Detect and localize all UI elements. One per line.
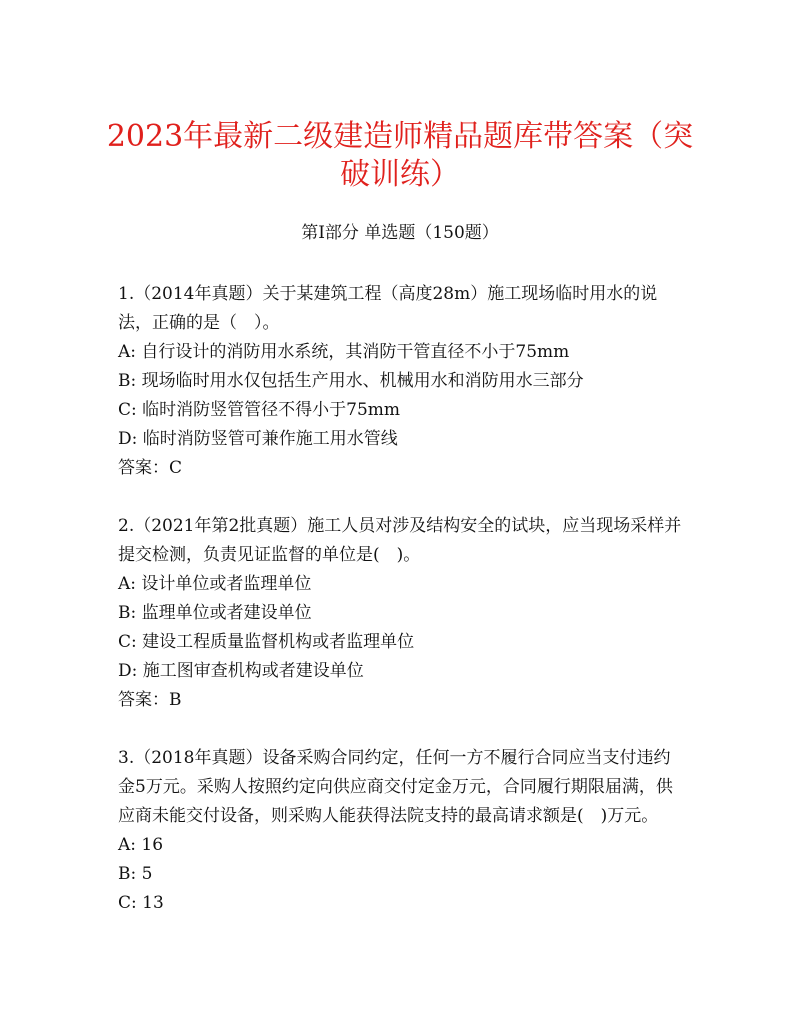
option-b: B: 监理单位或者建设单位: [118, 603, 312, 623]
option-d: D: 施工图审查机构或者建设单位: [118, 661, 364, 681]
option-c: C: 建设工程质量监督机构或者监理单位: [118, 632, 415, 652]
option-a: A: 设计单位或者监理单位: [118, 574, 312, 594]
question-item: [118, 280, 683, 483]
question-stem: 3.（2018年真题）设备采购合同约定，任何一方不履行合同应当支付违约金5万元。采购人按照约定向供应商交付定金万元，合同履行期限届满，供应商未能交付设备，则采购人能获得法院支持的最高请求额是( )万元。: [118, 748, 673, 826]
question-item: [118, 744, 683, 918]
question-stem: 1.（2014年真题）关于某建筑工程（高度28m）施工现场临时用水的说法，正确的是（ ）。: [118, 284, 658, 333]
answer-line: 答案：C: [118, 458, 183, 478]
option-c: C: 13: [118, 893, 164, 913]
option-d: D: 临时消防竖管可兼作施工用水管线: [118, 429, 398, 449]
option-c: C: 临时消防竖管管径不得小于75mm: [118, 400, 401, 420]
option-a: A: 16: [118, 835, 164, 855]
document-title: 2023年最新二级建造师精品题库带答案（突破训练）: [106, 119, 694, 192]
question-list: [118, 280, 683, 947]
option-a: A: 自行设计的消防用水系统，其消防干管直径不小于75mm: [118, 342, 570, 362]
answer-line: 答案：B: [118, 690, 182, 710]
option-b: B: 现场临时用水仅包括生产用水、机械用水和消防用水三部分: [118, 371, 584, 391]
section-heading: 第I部分 单选题（150题）: [301, 223, 499, 243]
question-item: [118, 512, 683, 715]
option-b: B: 5: [118, 864, 153, 884]
question-stem: 2.（2021年第2批真题）施工人员对涉及结构安全的试块，应当现场采样并提交检测，负责见证监督的单位是( )。: [118, 516, 682, 565]
